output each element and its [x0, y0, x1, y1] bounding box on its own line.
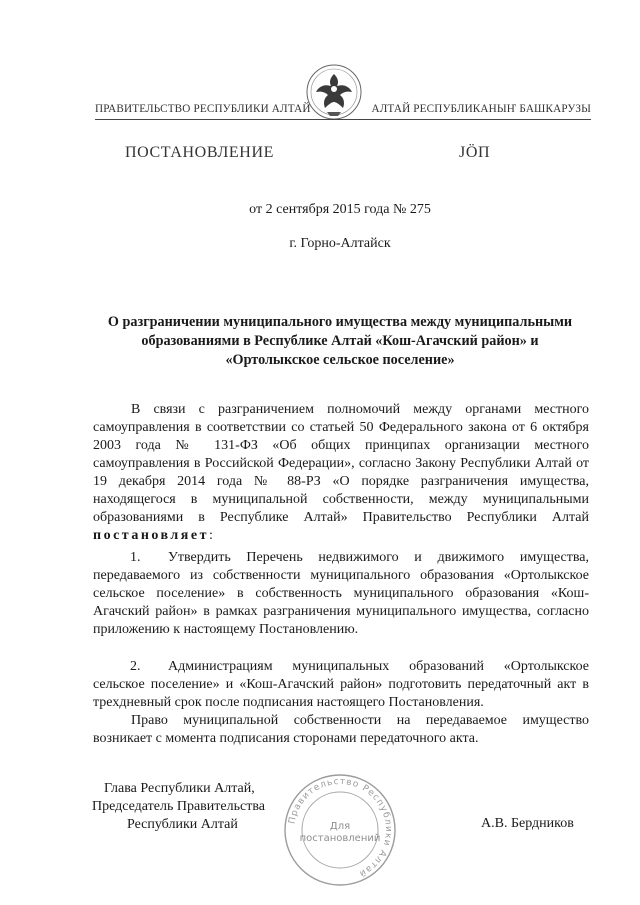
signature-title-line-1: Глава Республики Алтай, [104, 781, 255, 796]
header-divider [95, 119, 591, 120]
stamp-label-line-2: постановлений [299, 833, 381, 844]
document-title [80, 313, 600, 370]
resolves-word: постановляет [93, 528, 209, 543]
list-item-text: Утвердить Перечень недвижимого и движимого имущества, передаваемого из собственности муниципального образования «Ортолыкское сельское поселение» в собственность муниципального образования «Кош-Агачский район» в рамках разграничения муниципального имущества, согласно приложению к настоящему Постановлению. [93, 550, 589, 637]
doc-type-altai: JÖП [459, 144, 491, 161]
preamble-text: В связи с разграничением полномочий между органами местного самоуправления в соответствии со статьей 50 Федерального закона от 6 октября 2003 года № 131-ФЗ «Об общих принципах организации местного самоуправления в Российской Федерации», согласно Закону Республики Алтай от 19 декабря 2014 года № 88-РЗ «О порядке разграничения имущества, находящегося в муниципальной собственности, между муниципальными образованиями в Республике Алтай» Правительство Республики Алтай [93, 402, 589, 525]
stamp-ring-text: Правительство Республики Алтай [287, 776, 394, 879]
list-item [93, 549, 589, 639]
stamp [282, 772, 398, 888]
title-line-1: О разграничении муниципального имущества между муниципальными [107, 314, 573, 330]
list-item-number: 2. [130, 659, 141, 674]
document-date-number: от 2 сентября 2015 года № 275 [249, 202, 431, 217]
stamp-label-line-1: Для [329, 821, 351, 832]
closing-paragraph [93, 712, 589, 748]
list-item-text: Администрациям муниципальных образований «Ортолыкское сельское поселение» и «Кош-Агачский район» подготовить передаточный акт в трехдневный срок после подписания настоящего Постановления. [93, 659, 589, 710]
org-name-altai: АЛТАЙ РЕСПУБЛИКАНЫҤ БАШКАРУЗЫ [371, 103, 591, 115]
list-item-number: 1. [130, 550, 141, 565]
document-city: г. Горно-Алтайск [289, 236, 391, 251]
signature-title-line-2: Председатель Правительства [92, 799, 265, 814]
title-line-2: образованиями в Республике Алтай «Кош-Агачский район» и [141, 333, 539, 349]
title-line-3: «Ортолыкское сельское поселение» [225, 352, 455, 368]
resolves-colon: : [208, 528, 213, 543]
org-name-russian: ПРАВИТЕЛЬСТВО РЕСПУБЛИКИ АЛТАЙ [95, 103, 311, 115]
signature-block [92, 780, 265, 834]
closing-text: Право муниципальной собственности на передаваемое имущество возникает с момента подписания сторонами передаточного акта. [93, 713, 589, 746]
preamble-paragraph [93, 401, 589, 545]
signature-title-line-3: Республики Алтай [127, 817, 238, 832]
signatory-name: А.В. Бердников [481, 816, 574, 831]
doc-type-russian: ПОСТАНОВЛЕНИЕ [125, 144, 274, 161]
list-item [93, 658, 589, 712]
